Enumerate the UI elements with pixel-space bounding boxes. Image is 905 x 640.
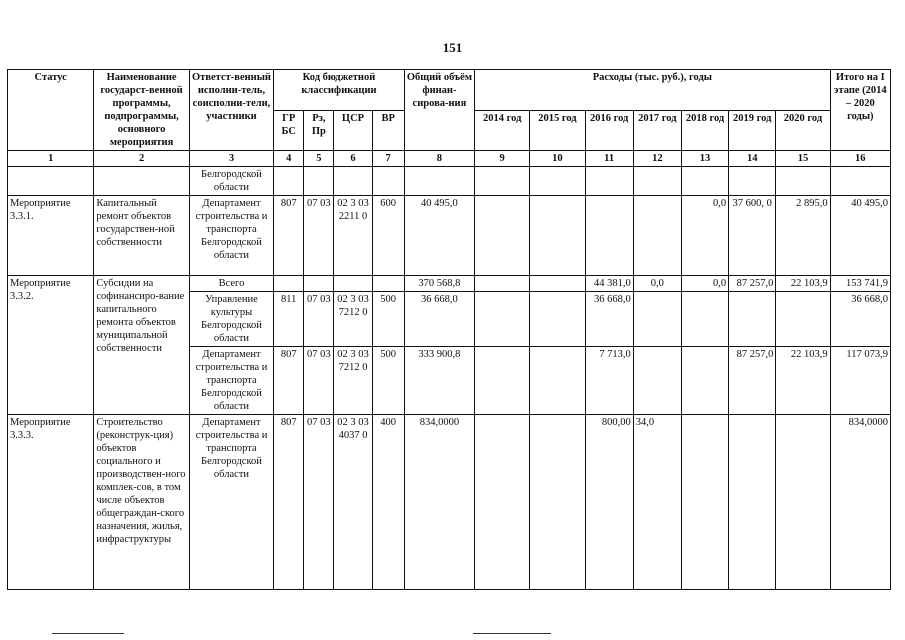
- col-num: 14: [729, 151, 776, 167]
- header-code-group: Код бюджетной классификации: [274, 70, 405, 111]
- header-2020: 2020 год: [776, 110, 830, 151]
- table-row-3-3-3: [8, 415, 891, 590]
- header-2015: 2015 год: [530, 110, 585, 151]
- cell-responsible: Департамент строительства и транспорта Белгородской области: [189, 196, 273, 276]
- cell-responsible: Департамент строительства и транспорта Белгородской области: [189, 415, 273, 590]
- cell-2019: 87 257,0: [729, 276, 776, 292]
- cell-responsible: Белгородской области: [189, 167, 273, 196]
- cell-vr: 500: [372, 347, 404, 415]
- col-num: 3: [189, 151, 273, 167]
- table-row-3-3-2-all: [8, 276, 891, 292]
- table-row-continuation: [8, 167, 891, 196]
- header-2014: 2014 год: [475, 110, 530, 151]
- col-num: 13: [681, 151, 728, 167]
- header-status: Статус: [8, 70, 94, 151]
- cell-2019: 87 257,0: [729, 347, 776, 415]
- header-vr: ВР: [372, 110, 404, 151]
- cell-status: Мероприятие 3.3.1.: [8, 196, 94, 276]
- col-num: 5: [304, 151, 334, 167]
- cell-total: 36 668,0: [404, 292, 474, 347]
- cell-2018: 0,0: [681, 276, 728, 292]
- col-num: 9: [475, 151, 530, 167]
- cell-grbs: 807: [274, 196, 304, 276]
- cell-2017: 34,0: [633, 415, 681, 590]
- cell-grbs: 811: [274, 292, 304, 347]
- cell-itogo: 36 668,0: [830, 292, 890, 347]
- cell-name: Строительство (реконструк-ция) объектов социального и производствен-ного комплек-сов, в том числе объектов общеграждан-ского назначения, жилья, инфраструктуры: [94, 415, 189, 590]
- cell-total: 370 568,8: [404, 276, 474, 292]
- header-name: Наименование государст-венной программы, подпрограммы, основного мероприятия: [94, 70, 189, 151]
- header-total-volume: Общий объём финан-сирова-ния: [404, 70, 474, 151]
- cell-name: Капитальный ремонт объектов государствен-ной собственности: [94, 196, 189, 276]
- cell-status: Мероприятие 3.3.3.: [8, 415, 94, 590]
- cell-status: Мероприятие 3.3.2.: [8, 276, 94, 415]
- cell-total: 40 495,0: [404, 196, 474, 276]
- cell-2016: 44 381,0: [585, 276, 633, 292]
- cell-2017: 0,0: [633, 276, 681, 292]
- header-expenses: Расходы (тыс. руб.), годы: [475, 70, 831, 111]
- header-itogo: Итого на I этапе (2014 – 2020 годы): [830, 70, 890, 151]
- table-row-3-3-1: [8, 196, 891, 276]
- cell-2016: 800,00: [585, 415, 633, 590]
- header-rzpr: Рз, Пр: [304, 110, 334, 151]
- col-num: 12: [633, 151, 681, 167]
- page-number: 151: [442, 40, 463, 55]
- col-num: 15: [776, 151, 830, 167]
- col-num: 11: [585, 151, 633, 167]
- header-row: [8, 70, 891, 111]
- cell-itogo: 834,0000: [830, 415, 890, 590]
- cell-rzpr: 07 03: [304, 196, 334, 276]
- col-num: 2: [94, 151, 189, 167]
- cell-name: Субсидии на софинансиро-вание капитального ремонта объектов муниципальной собственности: [94, 276, 189, 415]
- col-num: 10: [530, 151, 585, 167]
- cell-total: 333 900,8: [404, 347, 474, 415]
- cell-2020: 2 895,0: [776, 196, 830, 276]
- cell-csr: 02 3 03 4037 0: [334, 415, 372, 590]
- cell-itogo: 153 741,9: [830, 276, 890, 292]
- cell-2018: 0,0: [681, 196, 728, 276]
- col-num: 6: [334, 151, 372, 167]
- cell-grbs: 807: [274, 347, 304, 415]
- cell-csr: 02 3 03 2211 0: [334, 196, 372, 276]
- cell-2019: 37 600, 0: [729, 196, 776, 276]
- col-num: 7: [372, 151, 404, 167]
- cell-2020: 22 103,9: [776, 347, 830, 415]
- header-2019: 2019 год: [729, 110, 776, 151]
- footer-rule: [52, 633, 124, 634]
- header-responsible: Ответст-венный исполни-тель, соисполни-тели, участники: [189, 70, 273, 151]
- cell-rzpr: 07 03: [304, 347, 334, 415]
- col-num: 1: [8, 151, 94, 167]
- cell-2020: 22 103,9: [776, 276, 830, 292]
- cell-responsible: Управление культуры Белгородской области: [189, 292, 273, 347]
- col-num: 16: [830, 151, 890, 167]
- header-grbs: ГР БС: [274, 110, 304, 151]
- cell-total: 834,0000: [404, 415, 474, 590]
- cell-itogo: 40 495,0: [830, 196, 890, 276]
- budget-table: [7, 69, 891, 590]
- header-2017: 2017 год: [633, 110, 681, 151]
- cell-2016: 36 668,0: [585, 292, 633, 347]
- cell-csr: 02 3 03 7212 0: [334, 347, 372, 415]
- cell-csr: 02 3 03 7212 0: [334, 292, 372, 347]
- cell-grbs: 807: [274, 415, 304, 590]
- cell-vr: 500: [372, 292, 404, 347]
- header-2016: 2016 год: [585, 110, 633, 151]
- cell-itogo: 117 073,9: [830, 347, 890, 415]
- column-number-row: [8, 151, 891, 167]
- cell-rzpr: 07 03: [304, 415, 334, 590]
- cell-responsible: Департамент строительства и транспорта Белгородской области: [189, 347, 273, 415]
- cell-vr: 600: [372, 196, 404, 276]
- cell-vr: 400: [372, 415, 404, 590]
- footer-rule: [473, 633, 551, 634]
- header-2018: 2018 год: [681, 110, 728, 151]
- col-num: 8: [404, 151, 474, 167]
- cell-2016: 7 713,0: [585, 347, 633, 415]
- col-num: 4: [274, 151, 304, 167]
- header-csr: ЦСР: [334, 110, 372, 151]
- cell-rzpr: 07 03: [304, 292, 334, 347]
- cell-responsible: Всего: [189, 276, 273, 292]
